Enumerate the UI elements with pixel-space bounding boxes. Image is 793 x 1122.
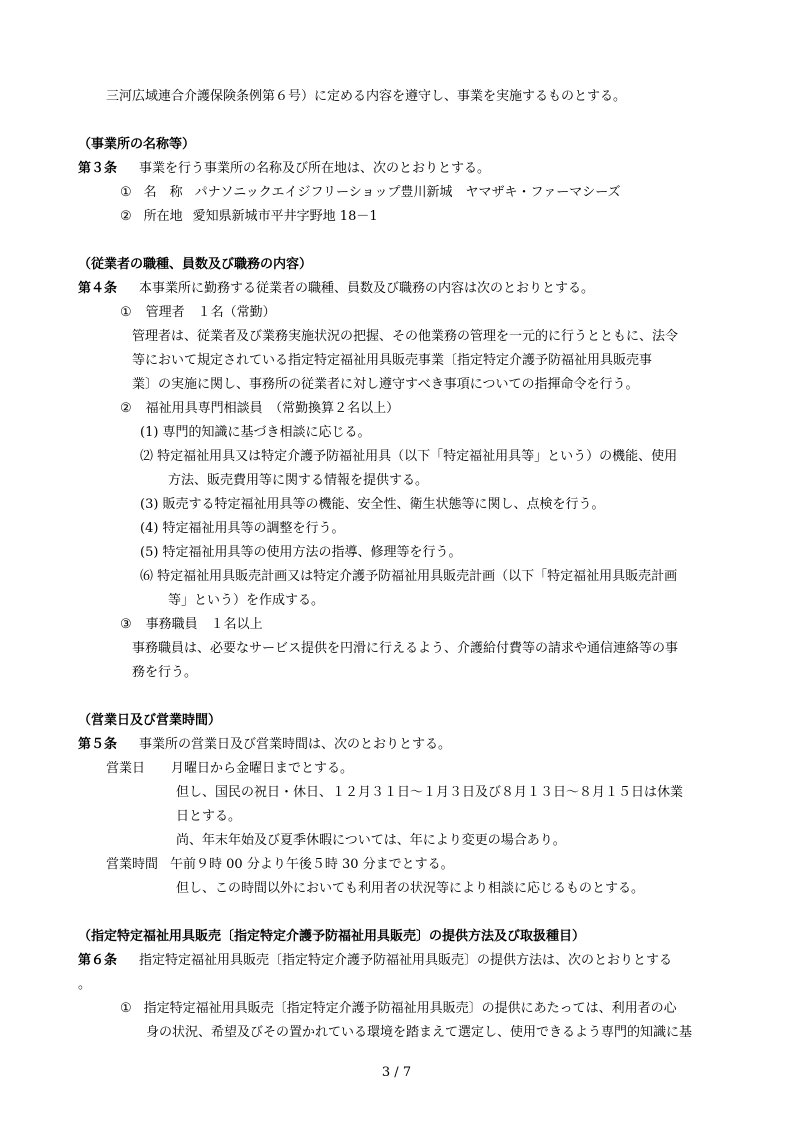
item-text: 指定特定福祉用具販売〔指定特定介護予防福祉用具販売〕の提供にあたっては、利用者の心 <box>143 1001 677 1016</box>
duty-2-line-1: ⑵ 特定福祉用具又は特定介護予防福祉用具（以下「特定福祉用具等」という）の機能、使用 <box>140 449 678 464</box>
section-heading-staff: （従業者の職種、員数及び職務の内容） <box>78 257 313 272</box>
article-3 <box>78 162 490 175</box>
item-label: 所在地 <box>143 209 183 224</box>
office-address-row <box>120 210 378 223</box>
role-manager-desc-2: 等において規定されている指定特定福祉用具販売事業〔指定特定介護予防福祉用具販売事 <box>132 353 653 368</box>
article-number: 第６条 <box>78 953 118 968</box>
item-label: 名 称 <box>143 185 183 200</box>
item-number: ② <box>120 209 132 224</box>
duty-6-line-2: 等」という）を作成する。 <box>168 593 325 608</box>
sales-method-item-1 <box>120 1002 677 1015</box>
article-number: 第３条 <box>78 161 118 176</box>
business-days-note-1a: 但し、国民の祝日・休日、１２月３１日～１月３日及び８月１３日～８月１５日は休業 <box>176 785 684 800</box>
office-address-value: 愛知県新城市平井字野地 18－1 <box>192 209 378 224</box>
section-heading-business-hours: （営業日及び営業時間） <box>78 713 222 728</box>
duty-6-line-1: ⑹ 特定福祉用具販売計画又は特定介護予防福祉用具販売計画（以下「特定福祉用具販売計画 <box>140 569 678 584</box>
duty-1: (1) 専門的知識に基づき相談に応じる。 <box>140 425 371 440</box>
role-manager-desc-1: 管理者は、従業者及び業務実施状況の把握、その他業務の管理を一元的に行うとともに、法令 <box>132 329 679 344</box>
duty-2-line-2: 方法、販売費用等に関する情報を提供する。 <box>168 473 429 488</box>
role-clerk-desc-1: 事務職員は、必要なサービス提供を円滑に行えるよう、介護給付費等の請求や通信連絡等の事 <box>132 641 679 656</box>
page-number: 3 / 7 <box>381 1065 412 1080</box>
business-hours-label: 営業時間 <box>106 857 159 872</box>
business-days-note-2: 尚、年末年始及び夏季休暇については、年により変更の場合あり。 <box>176 833 566 848</box>
office-name-value: パナソニックエイジフリーショップ豊川新城 ヤマザキ・ファーマシーズ <box>194 185 621 200</box>
section-heading-sales-method: （指定特定福祉用具販売〔指定特定介護予防福祉用具販売〕の提供方法及び取扱種目） <box>78 929 586 944</box>
role-title: 管理者 １名（常勤） <box>145 305 276 320</box>
item-number: ① <box>120 185 132 200</box>
business-days-row <box>106 762 353 775</box>
duty-5: (5) 特定福祉用具等の使用方法の指導、修理等を行う。 <box>140 545 462 560</box>
role-consultant-title <box>120 402 399 415</box>
role-manager-desc-3: 業〕の実施に関し、事務所の従業者に対し遵守すべき事項についての指揮命令を行う。 <box>132 377 639 392</box>
article-text: 指定特定福祉用具販売〔指定特定介護予防福祉用具販売〕の提供方法は、次のとおりとする <box>139 953 673 968</box>
intro-text: 三河広域連合介護保険条例第６号）に定める内容を遵守し、事業を実施するものとする。 <box>106 89 627 104</box>
business-hours-note: 但し、この時間以外においても利用者の状況等により相談に応じるものとする。 <box>176 881 645 896</box>
business-days-label: 営業日 <box>106 761 146 776</box>
role-clerk-title <box>120 618 263 631</box>
item-number: ③ <box>120 617 132 632</box>
article-number: 第５条 <box>78 737 118 752</box>
article-text: 事業所の営業日及び営業時間は、次のとおりとする。 <box>139 737 452 752</box>
business-days-value: 月曜日から金曜日までとする。 <box>171 761 354 776</box>
article-text: 事業を行う事業所の名称及び所在地は、次のとおりとする。 <box>139 161 491 176</box>
article-5 <box>78 738 451 751</box>
item-number: ② <box>120 401 132 416</box>
article-6 <box>78 954 672 967</box>
section-heading-office-name: （事業所の名称等） <box>78 137 196 152</box>
duty-4: (4) 特定福祉用具等の調整を行う。 <box>140 521 345 536</box>
article-text: 本事業所に勤務する従業者の職種、員数及び職務の内容は次のとおりとする。 <box>139 281 595 296</box>
duty-3: (3) 販売する特定福祉用具等の機能、安全性、衛生状態等に関し、点検を行う。 <box>140 497 605 512</box>
business-days-note-1b: 日とする。 <box>176 809 242 824</box>
office-name-row <box>120 186 621 199</box>
article-number: 第４条 <box>78 281 118 296</box>
role-title: 福祉用具専門相談員 （常勤換算２名以上） <box>145 401 400 416</box>
business-hours-row <box>106 858 454 871</box>
item-number: ① <box>120 305 132 320</box>
role-clerk-desc-2: 務を行う。 <box>132 665 198 680</box>
sales-method-item-1-cont: 身の状況、希望及びその置かれている環境を踏まえて選定し、使用できるよう専門的知識に基 <box>146 1025 693 1040</box>
business-hours-value: 午前９時 00 分より午後５時 30 分までとする。 <box>170 857 454 872</box>
article-4 <box>78 282 594 295</box>
article-6-text-end: 。 <box>78 977 92 992</box>
role-manager-title <box>120 306 276 319</box>
item-number: ① <box>120 1001 132 1016</box>
role-title: 事務職員 １名以上 <box>145 617 263 632</box>
